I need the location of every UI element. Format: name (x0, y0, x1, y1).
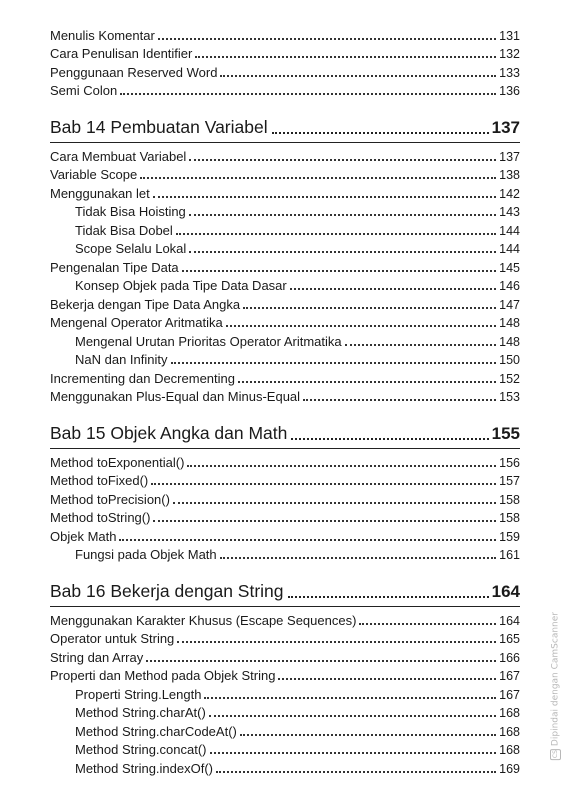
chapter-page-number: 164 (491, 582, 520, 601)
entry-page-number: 161 (499, 548, 520, 562)
toc-subentry (50, 275, 520, 294)
dot-leader (220, 75, 496, 77)
dot-leader (359, 623, 496, 625)
dot-leader (189, 251, 496, 253)
dot-leader (177, 641, 496, 643)
dot-leader (189, 214, 496, 216)
toc-entry (50, 145, 520, 164)
toc-entry (50, 312, 520, 331)
chapter-heading (50, 116, 520, 138)
entry-page-number: 152 (499, 371, 520, 386)
toc-subentry (50, 201, 520, 220)
dot-leader (290, 288, 496, 290)
dot-leader (278, 678, 496, 680)
entry-page-number: 159 (499, 529, 520, 544)
dot-leader (171, 362, 497, 364)
entry-title: Method String.concat() (75, 742, 207, 757)
table-of-contents (50, 24, 520, 776)
toc-entry (50, 24, 520, 43)
entry-page-number: 167 (499, 669, 520, 683)
chapter-page-number: 155 (491, 424, 520, 443)
entry-title: Menggunakan Plus-Equal dan Minus-Equal (50, 389, 301, 404)
entry-page-number: 142 (499, 186, 520, 201)
toc-entry (50, 367, 520, 386)
entry-title: Cara Penulisan Identifier (50, 46, 193, 61)
dot-leader (272, 132, 489, 134)
entry-title: Objek Math (50, 528, 117, 544)
toc-entry (50, 628, 520, 647)
entry-title: NaN dan Infinity (75, 352, 168, 367)
entry-page-number: 133 (499, 65, 520, 80)
toc-entry (50, 386, 520, 405)
chapter-underline (50, 606, 520, 607)
dot-leader (182, 270, 496, 272)
entry-title: Method String.charAt() (75, 705, 206, 720)
entry-title: Mengenal Operator Aritmatika (50, 315, 223, 330)
entry-page-number: 165 (499, 632, 520, 646)
entry-title: Method String.charCodeAt() (75, 723, 237, 739)
entry-title: Mengenal Urutan Prioritas Operator Aritmatika (75, 333, 342, 349)
entry-page-number: 150 (499, 353, 520, 367)
toc-entry (50, 470, 520, 489)
dot-leader (151, 483, 496, 485)
entry-title: Operator untuk String (50, 631, 175, 646)
dot-leader (204, 697, 496, 699)
dot-leader (140, 177, 496, 179)
entry-title: Scope Selalu Lokal (75, 241, 187, 256)
entry-title: Method toPrecision() (50, 491, 170, 507)
entry-page-number: 137 (499, 149, 520, 164)
entry-title: Method toString() (50, 510, 151, 525)
toc-entry (50, 451, 520, 470)
chapter-title: Bab 14 Pembuatan Variabel (50, 117, 268, 137)
entry-title: Properti dan Method pada Objek String (50, 668, 276, 683)
entry-title: Cara Membuat Variabel (50, 148, 187, 164)
chapter-heading (50, 422, 520, 444)
toc-entry (50, 488, 520, 507)
entry-page-number: 167 (499, 687, 520, 702)
dot-leader (176, 233, 496, 235)
toc-entry (50, 61, 520, 80)
entry-title: Menulis Komentar (50, 27, 155, 43)
toc-subentry (50, 702, 520, 721)
entry-title: Method toFixed() (50, 473, 149, 488)
entry-page-number: 168 (499, 724, 520, 739)
entry-title: Bekerja dengan Tipe Data Angka (50, 296, 241, 312)
camscanner-watermark (550, 612, 561, 760)
dot-leader (195, 56, 496, 58)
entry-page-number: 146 (499, 279, 520, 293)
entry-page-number: 136 (499, 84, 520, 98)
chapter-underline (50, 448, 520, 449)
entry-title: Pengenalan Tipe Data (50, 259, 179, 275)
toc-entry (50, 43, 520, 62)
chapter-page-number: 137 (491, 118, 520, 137)
dot-leader (345, 344, 497, 346)
camscanner-icon: CS (552, 750, 559, 759)
entry-page-number: 147 (499, 297, 520, 312)
entry-page-number: 138 (499, 168, 520, 182)
toc-entry (50, 80, 520, 99)
entry-page-number: 156 (499, 455, 520, 470)
entry-page-number: 168 (499, 743, 520, 757)
toc-subentry (50, 349, 520, 368)
dot-leader (120, 93, 496, 95)
entry-page-number: 144 (499, 242, 520, 256)
entry-title: Incrementing dan Decrementing (50, 370, 235, 386)
toc-subentry (50, 219, 520, 238)
entry-title: String dan Array (50, 649, 144, 665)
entry-title: Semi Colon (50, 83, 118, 98)
toc-entry (50, 646, 520, 665)
entry-page-number: 148 (499, 316, 520, 330)
dot-leader (153, 196, 496, 198)
toc-subentry (50, 544, 520, 563)
dot-leader (243, 307, 496, 309)
toc-entry (50, 609, 520, 628)
dot-leader (226, 325, 496, 327)
toc-entry (50, 182, 520, 201)
chapter-title: Bab 16 Bekerja dengan String (50, 581, 284, 601)
dot-leader (119, 539, 496, 541)
chapter-underline (50, 142, 520, 143)
dot-leader (153, 520, 496, 522)
dot-leader (220, 557, 497, 559)
dot-leader (189, 159, 496, 161)
entry-page-number: 157 (499, 474, 520, 488)
dot-leader (238, 381, 496, 383)
entry-page-number: 166 (499, 650, 520, 665)
entry-title: Menggunakan let (50, 185, 150, 201)
toc-subentry (50, 330, 520, 349)
chapter-heading (50, 580, 520, 602)
toc-entry (50, 256, 520, 275)
entry-page-number: 164 (499, 613, 520, 628)
entry-title: Menggunakan Karakter Khusus (Escape Sequences) (50, 612, 357, 628)
entry-page-number: 169 (499, 761, 520, 776)
dot-leader (288, 596, 489, 598)
watermark-text: Dipindai dengan CamScanner (550, 611, 561, 746)
dot-leader (187, 465, 496, 467)
entry-title: Fungsi pada Objek Math (75, 547, 217, 562)
entry-page-number: 153 (499, 390, 520, 404)
toc-entry (50, 164, 520, 183)
toc-subentry (50, 739, 520, 758)
entry-page-number: 158 (499, 511, 520, 525)
dot-leader (146, 660, 496, 662)
toc-subentry (50, 720, 520, 739)
entry-page-number: 168 (499, 706, 520, 720)
dot-leader (173, 502, 496, 504)
chapter-title: Bab 15 Objek Angka dan Math (50, 423, 288, 443)
entry-title: Penggunaan Reserved Word (50, 64, 218, 80)
toc-subentry (50, 757, 520, 776)
dot-leader (210, 752, 497, 754)
entry-title: Variable Scope (50, 167, 138, 182)
dot-leader (303, 399, 496, 401)
entry-page-number: 148 (499, 334, 520, 349)
dot-leader (209, 715, 496, 717)
entry-title: Method String.indexOf() (75, 760, 214, 776)
dot-leader (158, 38, 496, 40)
entry-title: Tidak Bisa Dobel (75, 222, 173, 238)
entry-title: Method toExponential() (50, 454, 185, 470)
dot-leader (216, 771, 496, 773)
entry-page-number: 132 (499, 47, 520, 61)
toc-entry (50, 525, 520, 544)
toc-entry (50, 665, 520, 684)
entry-page-number: 143 (499, 205, 520, 219)
toc-entry (50, 293, 520, 312)
toc-entry (50, 507, 520, 526)
entry-title: Tidak Bisa Hoisting (75, 204, 186, 219)
entry-page-number: 145 (499, 260, 520, 275)
entry-page-number: 144 (499, 223, 520, 238)
entry-page-number: 158 (499, 492, 520, 507)
entry-title: Konsep Objek pada Tipe Data Dasar (75, 278, 287, 293)
entry-title: Properti String.Length (75, 686, 202, 702)
dot-leader (291, 438, 488, 440)
toc-subentry (50, 683, 520, 702)
entry-page-number: 131 (499, 28, 520, 43)
dot-leader (240, 734, 496, 736)
toc-subentry (50, 238, 520, 257)
